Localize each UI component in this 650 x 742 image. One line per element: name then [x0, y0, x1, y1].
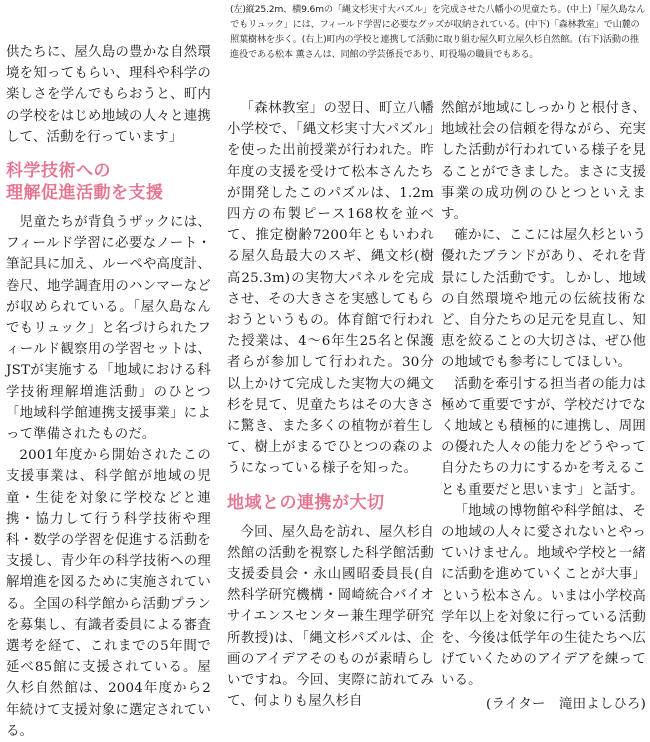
intro-paragraph: 供たちに、屋久島の豊かな自然環境を知ってもらい、理科や科学の楽しさを学んでもらおうと、町内の学校をはじめ地域の人々と連携して、活動を行っています」: [6, 45, 211, 145]
paragraph: 2001年度から開始されたこの支援事業は、科学館が地域の児童・生徒を対象に学校などと連携・協力して行う科学技術や理科・数学の学習を促進する活動を支援し、青少年の科学技術への理解増進を図るために実施されている。全国の科学館から活動プランを募集し、有識者委員による審査選考を経て、これまでの5年間で延べ85館に支援されている。屋久杉自然館は、2004年度から2年続けて支援対象に選定されている。: [6, 448, 211, 739]
paragraph: 活動を牽引する担当者の能力は極めて重要ですが、学校だけでなく地域とも積極的に連携し、周囲の優れた人々の能力をどうやって自分たちの力にするかを考えることも重要だと思います」と話す。: [441, 376, 646, 498]
paragraph: 「地域の博物館や科学館は、その地域の人々に愛されないとやっていけません。地域や学校と一緒に活動を進めていくことが大事」という松本さん。いまは小学校高学年以上を対象に行っている活動を、今後は低学年の生徒たちへ広げていくためのアイデアを練っている。: [441, 503, 646, 689]
paragraph: 児童たちが背負うザックには、フィールド学習に必要なノート・筆記具に加え、ルーペや高度計、巻尺、地学調査用のハンマーなどが収められている。「屋久島なんでもリュック」と名づけられたフィールド観察用の学習セットは、JSTが実施する「地域における科学技術理解増進活動」のひとつ「地域科学館連携支援事業」によって準備されたものだ。: [6, 215, 211, 443]
section-heading-science-line2: 理解促進活動を支援: [6, 183, 164, 204]
section-heading-science: [6, 160, 211, 204]
paragraph: 今回、屋久島を訪れ、屋久杉自然館の活動を視察した科学館活動支援委員会・永山國昭委員長(自然科学研究機構・岡崎統合バイオサイエンスセンター兼生理学研究所教授)は、「縄文杉パズルは、企画のアイデアそのものが素晴らしいですね。今回、実際に訪れてみて、何よりも屋久杉自: [227, 524, 434, 710]
photo-caption: (左)縦25.2m、横9.6mの「縄文杉実寸大パズル」を完成させた八幡小の児童たち。(中上)「屋久島なんでもリュック」には、フィールド学習に必要なグッズが収納されている。(中下)「森林教室」で山麓の照葉樹林を歩く。(右上)町内の学校と連携して活動に取り組む屋久町立屋久杉自然館。(右下)活動の推進役である松本 薫さんは、同館の学芸係長であり、町役場の職員でもある。: [230, 4, 646, 60]
paragraph: 「森林教室」の翌日、町立八幡小学校で、「縄文杉実寸大パズル」を使った出前授業が行われた。昨年度の支援を受けて松本さんたちが開発したこのパズルは、1.2m四方の布製ピース168枚を並べて、推定樹齢7200年ともいわれる屋久島最大のスギ、縄文杉(樹高25.3m)の実物大パネルを完成させ、その大きさを実感してもらおうというもの。体育館で行われた授業は、4〜6年生25名と保護者らが参加して行われた。30分以上かけて完成した実物大の縄文杉を見て、児童たちはその大きさに驚き、また多くの植物が着生して、樹上がまるでひとつの森のようになっている様子を知った。: [227, 101, 434, 477]
writer-credit: (ライター 滝田よしひろ): [486, 696, 646, 712]
article-column-1: [6, 42, 211, 742]
section-heading-community: 地域との連携が大切: [227, 492, 385, 513]
paragraph: 確かに、ここには屋久杉という優れたブランドがあり、それを背景にした活動です。しかし、地域の自然環境や地元の伝統技術など、自分たちの足元を見直し、知恵を絞ることの大切さは、ぜひ他の地域でも参考にしてほしい。: [441, 228, 646, 371]
section-heading-science-line1: 科学技術への: [6, 161, 111, 182]
paragraph: 然館が地域にしっかりと根付き、地域社会の信頼を得ながら、充実した活動が行われている様子を見ることができました。まさに支援事業の成功例のひとつといえます。: [441, 101, 646, 223]
article-column-2: [227, 98, 434, 712]
article-column-3: [441, 98, 646, 715]
